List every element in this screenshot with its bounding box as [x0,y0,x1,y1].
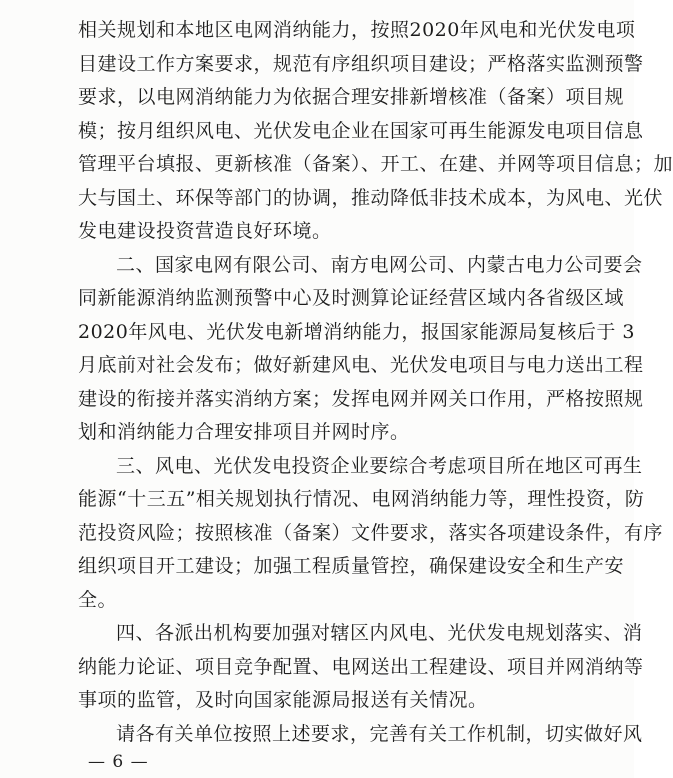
text-line: 模；按月组织风电、光伏发电企业在国家可再生能源发电项目信息 [78,120,644,142]
text-line: 月底前对社会发布；做好新建风电、光伏发电项目与电力送出工程 [78,354,644,376]
text-line: 纳能力论证、项目竞争配置、电网送出工程建设、项目并网消纳等 [78,656,644,678]
text-line: 管理平台填报、更新核准（备案）、开工、在建、并网等项目信息；加 [78,153,673,175]
paragraph-first-line: 四、各派出机构要加强对辖区内风电、光伏发电规划落实、消 [116,622,643,644]
text-line: 全。 [78,589,118,611]
text-line: 要求，以电网消纳能力为依据合理安排新增核准（备案）项目规 [78,86,625,108]
text-line: 组织项目开工建设；加强工程质量管控，确保建设安全和生产安 [78,555,625,577]
text-line: 同新能源消纳监测预警中心及时测算论证经营区域内各省级区域 [78,287,625,309]
text-line: 发电建设投资营造良好环境。 [78,220,332,242]
text-line: 建设的衔接并落实消纳方案；发挥电网并网关口作用，严格按照规 [78,388,644,410]
text-line: 能源“十三五”相关规划执行情况、电网消纳能力等，理性投资，防 [78,488,645,510]
paragraph-first-line: 三、风电、光伏发电投资企业要综合考虑项目所在地区可再生 [116,455,643,477]
text-line: 2020年风电、光伏发电新增消纳能力，报国家能源局复核后于 3 [78,321,635,343]
text-line: 目建设工作方案要求，规范有序组织项目建设；严格落实监测预警 [78,53,644,75]
text-line: 划和消纳能力合理安排项目并网时序。 [78,421,410,443]
text-line: 大与国土、环保等部门的协调，推动降低非技术成本，为风电、光伏 [78,187,664,209]
text-line: 事项的监管，及时向国家能源局报送有关情况。 [78,689,488,711]
page-number: — 6 — [88,752,149,772]
text-line: 相关规划和本地区电网消纳能力，按照2020年风电和光伏发电项 [78,19,636,41]
paragraph-first-line: 请各有关单位按照上述要求，完善有关工作机制，切实做好风 [116,723,643,745]
paragraph-first-line: 二、国家电网有限公司、南方电网公司、内蒙古电力公司要会 [116,254,643,276]
text-line: 范投资风险；按照核准（备案）文件要求，落实各项建设条件，有序 [78,522,664,544]
